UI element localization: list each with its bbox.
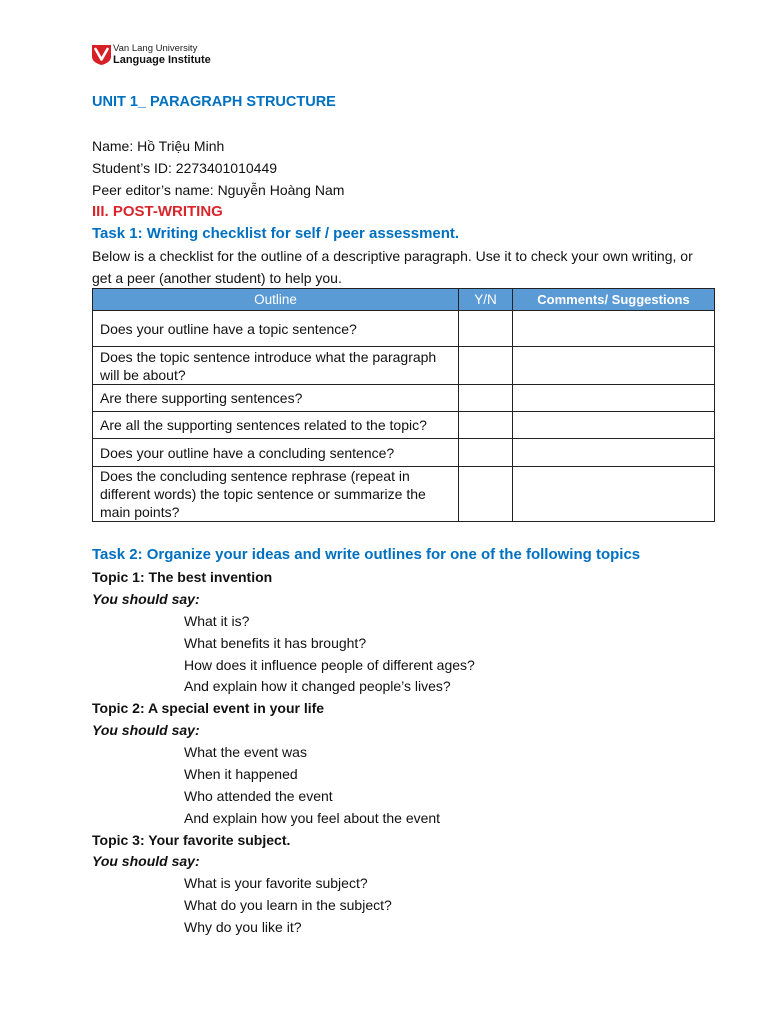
- topic-prompt: You should say:: [92, 590, 200, 607]
- yn-cell: [459, 412, 513, 439]
- header-yn: Y/N: [459, 289, 513, 311]
- topic-point: How does it influence people of different ages?: [184, 656, 475, 673]
- outline-question: Does your outline have a concluding sentence?: [93, 439, 459, 467]
- table-row: [93, 385, 715, 412]
- comments-cell: [513, 467, 715, 522]
- checklist-table: [92, 288, 715, 522]
- name-line: [92, 135, 344, 157]
- header-comments: Comments/ Suggestions: [513, 289, 715, 311]
- topic-3: [92, 830, 712, 939]
- table-row: [93, 347, 715, 385]
- header-outline: Outline: [93, 289, 459, 311]
- table-row: [93, 412, 715, 439]
- table-row: [93, 311, 715, 347]
- table-row: [93, 439, 715, 467]
- yn-cell: [459, 385, 513, 412]
- topic-2: [92, 698, 712, 829]
- name-label: Name:: [92, 138, 134, 154]
- outline-question: Are all the supporting sentences related to the topic?: [93, 412, 459, 439]
- logo-institute-name: Language Institute: [113, 54, 211, 66]
- topic-point: Why do you like it?: [184, 919, 302, 935]
- yn-cell: [459, 467, 513, 522]
- table-row: [93, 467, 715, 522]
- comments-cell: [513, 347, 715, 385]
- outline-question: Does your outline have a topic sentence?: [93, 311, 459, 347]
- table-header-row: [93, 289, 715, 311]
- topic-point: What is your favorite subject?: [184, 875, 368, 892]
- van-lang-shield-icon: [92, 45, 111, 65]
- topic-title: Topic 3: Your favorite subject.: [92, 831, 291, 848]
- topic-point: What the event was: [184, 744, 307, 760]
- yn-cell: [459, 311, 513, 347]
- topic-title: Topic 1: The best invention: [92, 569, 273, 585]
- logo-university-name: Van Lang University: [113, 43, 198, 54]
- student-info: [92, 135, 344, 201]
- topic-point: What benefits it has brought?: [184, 634, 367, 651]
- peer-editor-label: Peer editor’s name:: [92, 182, 214, 198]
- topic-point: What it is?: [184, 612, 250, 629]
- outline-question: Are there supporting sentences?: [93, 385, 459, 412]
- university-logo: [92, 44, 222, 68]
- peer-editor-name: Nguyễn Hoàng Nam: [217, 182, 345, 198]
- outline-question: Does the topic sentence introduce what the paragraph will be about?: [93, 347, 459, 385]
- comments-cell: [513, 439, 715, 467]
- topic-title: Topic 2: A special event in your life: [92, 700, 325, 717]
- yn-cell: [459, 439, 513, 467]
- topic-point: When it happened: [184, 765, 298, 782]
- student-name: Hồ Triệu Minh: [137, 138, 225, 154]
- outline-question: Does the concluding sentence rephrase (repeat in different words) the topic sentence or summarize the main points?: [93, 467, 459, 522]
- peer-editor-line: [92, 179, 344, 201]
- topic-1: [92, 567, 712, 698]
- comments-cell: [513, 311, 715, 347]
- comments-cell: [513, 385, 715, 412]
- topic-point: And explain how it changed people’s lives?: [184, 678, 451, 695]
- task2-title: Task 2: Organize your ideas and write outlines for one of the following topics: [92, 546, 641, 563]
- comments-cell: [513, 412, 715, 439]
- task1-intro: Below is a checklist for the outline of a descriptive paragraph. Use it to check your own writing, or get a peer (another student) to help you.: [92, 248, 693, 286]
- section-title: III. POST-WRITING: [92, 203, 223, 220]
- student-id-value: 2273401010449: [175, 160, 278, 176]
- yn-cell: [459, 347, 513, 385]
- topic-prompt: You should say:: [92, 722, 200, 739]
- topic-list: [92, 567, 712, 939]
- topic-point: And explain how you feel about the event: [184, 809, 441, 826]
- student-id-label: Student’s ID:: [92, 160, 172, 176]
- topic-point: What do you learn in the subject?: [184, 897, 392, 914]
- task1-title: Task 1: Writing checklist for self / peer assessment.: [92, 225, 460, 242]
- student-id-line: [92, 157, 344, 179]
- unit-title: UNIT 1_ PARAGRAPH STRUCTURE: [92, 94, 336, 110]
- topic-prompt: You should say:: [92, 853, 200, 870]
- topic-point: Who attended the event: [184, 787, 333, 804]
